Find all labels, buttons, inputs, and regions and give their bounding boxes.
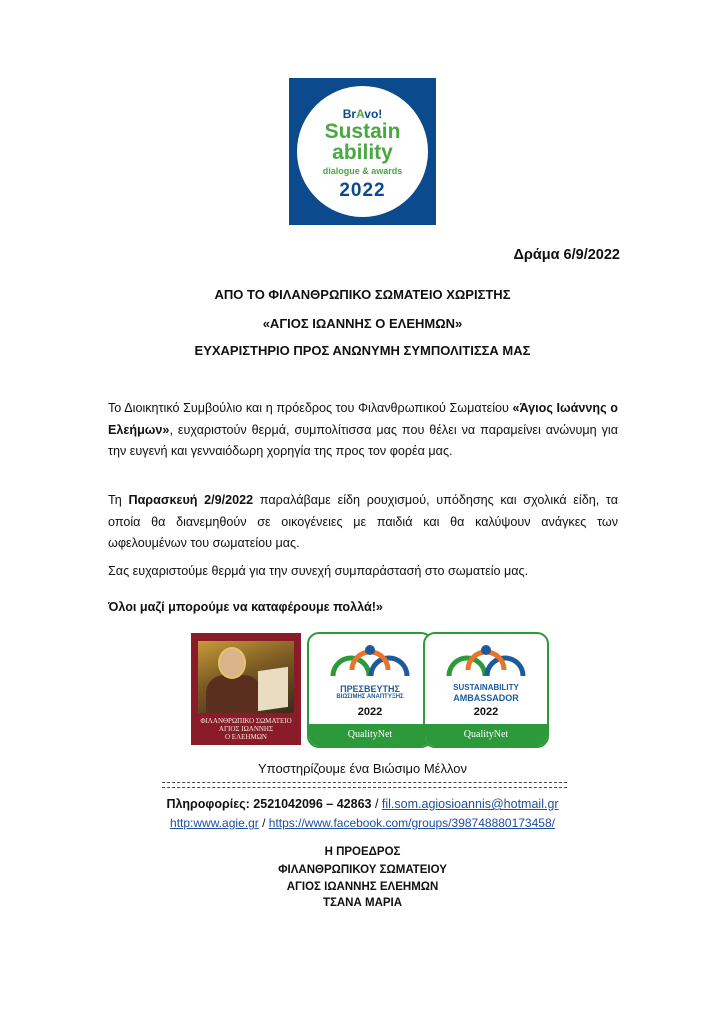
saint-icon-image xyxy=(191,633,301,745)
rings-icon xyxy=(441,640,531,680)
badge-year: 2022 xyxy=(357,706,383,718)
signature-org-line: ΑΓΙΟΣ ΙΩΑΝΝΗΣ ΕΛΕΗΜΩΝ xyxy=(286,881,439,893)
bravo-sustainability-logo xyxy=(289,78,436,225)
contact-phones: 2521042096 – 42863 xyxy=(253,797,372,811)
badge-ambassador-greek xyxy=(307,632,433,748)
rings-icon xyxy=(325,640,415,680)
icon-caption-line: ΦΙΛΑΝΘΡΩΠΙΚΟ ΣΩΜΑΤΕΙΟ xyxy=(200,717,292,725)
paragraph-donation-details xyxy=(108,490,618,555)
logo-year: 2022 xyxy=(339,180,386,201)
website-link[interactable]: http:www.agie.gr xyxy=(170,816,259,830)
badge-footer: QualityNet xyxy=(425,724,547,746)
paragraph-gratitude: Σας ευχαριστούμε θερμά για την συνεχή συμπαράστασή στο σωματείο μας. xyxy=(108,564,529,578)
p2-date: Παρασκευή 2/9/2022 xyxy=(128,493,254,507)
separator: / xyxy=(371,797,382,811)
logo-line-ability: ability xyxy=(332,141,393,164)
email-link[interactable]: fil.som.agiosioannis@hotmail.gr xyxy=(381,797,559,811)
p1-text-a: Το Διοικητικό Συμβούλιο και η πρόεδρος του Φιλανθρωπικού Σωματείου xyxy=(108,401,513,415)
p2-text-a: Τη xyxy=(108,493,129,507)
badge-sustainability-ambassador xyxy=(423,632,549,748)
logo-line-sustain: Sustain xyxy=(324,120,401,143)
links-line xyxy=(0,816,725,830)
badge-year: 2022 xyxy=(473,706,499,718)
logo-brand: BrAvo! xyxy=(342,107,383,121)
divider xyxy=(162,787,567,788)
heading-thank-you: ΕΥΧΑΡΙΣΤΗΡΙΟ ΠΡΟΣ ΑΝΩΝΥΜΗ ΣΥΜΠΟΛΙΤΙΣΣΑ ΜΑΣ xyxy=(194,343,531,358)
heading-saint-name: «ΑΓΙΟΣ ΙΩΑΝΝΗΣ Ο ΕΛΕΗΜΩΝ» xyxy=(262,316,463,331)
tagline: Υποστηρίζουμε ένα Βιώσιμο Μέλλον xyxy=(258,761,467,776)
signature-title: Η ΠΡΟΕΔΡΟΣ xyxy=(324,846,401,858)
badge-subtitle: ΒΙΩΣΙΜΗΣ ΑΝΑΠΤΥΞΗΣ xyxy=(336,694,404,700)
separator: / xyxy=(258,816,269,830)
date-line: Δράμα 6/9/2022 xyxy=(513,247,620,263)
divider xyxy=(162,782,567,783)
logo-subtitle: dialogue & awards xyxy=(322,166,403,176)
paragraph-board-thanks xyxy=(108,398,618,463)
paragraph-motto: Όλοι μαζί μπορούμε να καταφέρουμε πολλά!» xyxy=(108,600,383,614)
badge-title: SUSTAINABILITY xyxy=(453,683,519,692)
badge-subtitle: AMBASSADOR xyxy=(453,693,519,703)
signature-org-line: ΦΙΛΑΝΘΡΩΠΙΚΟΥ ΣΩΜΑΤΕΙΟΥ xyxy=(278,864,447,876)
badge-title: ΠΡΕΣΒΕΥΤΗΣ xyxy=(340,684,400,694)
signature-name: ΤΣΑΝΑ ΜΑΡΙΑ xyxy=(322,897,403,909)
p1-text-b: , ευχαριστούν θερμά, συμπολίτισσα μας που θέλει να παραμείνει ανώνυμη για την ευγενή και γενναιόδωρη χορηγία της προς τον φορέα μας. xyxy=(108,422,618,458)
p1-association-name: «Άγιος Ιωάννης ο Ελεήμων» xyxy=(108,401,618,437)
p2-text-b: παραλάβαμε είδη ρουχισμού, υπόδησης και σχολικά είδη, τα οποία θα διανεμηθούν σε οικογένειες με παιδιά και θα καλύψουν ανάγκες των ωφελουμένων του σωματείου μας. xyxy=(108,493,618,550)
badge-footer: QualityNet xyxy=(309,724,431,746)
contact-line xyxy=(0,797,725,811)
contact-label: Πληροφορίες: xyxy=(166,797,250,811)
logo-circle xyxy=(297,86,428,217)
saint-icon-art xyxy=(198,641,294,713)
icon-caption-line: Ο ΕΛΕΗΜΩΝ xyxy=(225,733,267,741)
facebook-link[interactable]: https://www.facebook.com/groups/398748880173458/ xyxy=(268,816,555,830)
heading-association: ΑΠΟ ΤΟ ΦΙΛΑΝΘΡΩΠΙΚΟ ΣΩΜΑΤΕΙΟ ΧΩΡΙΣΤΗΣ xyxy=(214,287,511,302)
icon-caption-line: ΑΓΙΟΣ ΙΩΑΝΝΗΣ xyxy=(218,725,274,733)
